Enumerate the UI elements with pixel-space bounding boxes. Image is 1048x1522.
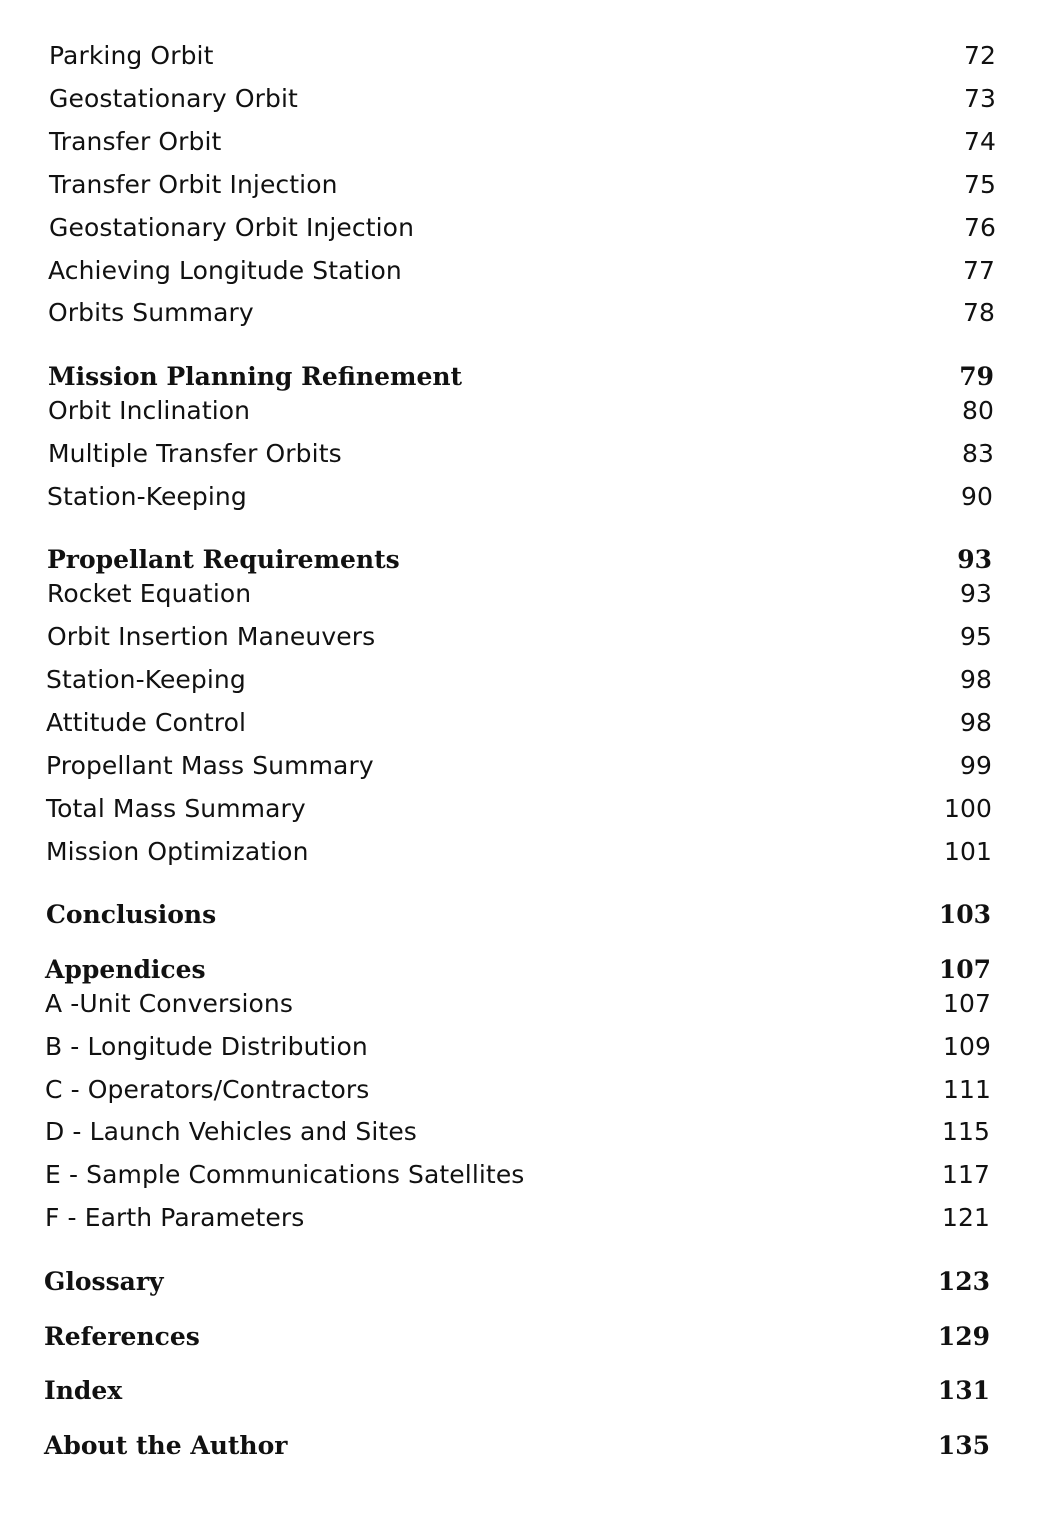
- toc-entry-title: Rocket Equation: [47, 579, 252, 608]
- toc-section-title: Conclusions: [46, 900, 217, 929]
- toc-entry[interactable]: [45, 1203, 990, 1233]
- toc-entry-page-number: 107: [942, 989, 991, 1018]
- toc-entry-title: Geostationary Orbit: [49, 84, 298, 113]
- toc-entry[interactable]: [49, 84, 996, 114]
- toc-entry-page-number: 109: [942, 1032, 991, 1061]
- toc-entry-page-number: 98: [959, 665, 992, 694]
- toc-section-title: About the Author: [44, 1431, 288, 1460]
- toc-entry-page-number: 77: [962, 256, 995, 285]
- toc-entry[interactable]: [45, 989, 991, 1019]
- toc-entry-page-number: 98: [959, 708, 992, 737]
- toc-entry-title: Mission Optimization: [46, 837, 309, 866]
- toc-entry-page-number: 101: [943, 837, 992, 866]
- toc-entry[interactable]: [47, 622, 992, 652]
- toc-section-page-number: 79: [959, 362, 994, 391]
- toc-section-page-number: 129: [937, 1322, 990, 1351]
- toc-section-heading[interactable]: [44, 1431, 990, 1461]
- toc-section-heading[interactable]: [44, 1376, 990, 1406]
- toc-entry-title: Transfer Orbit: [49, 127, 222, 156]
- toc-entry[interactable]: [48, 256, 995, 286]
- toc-entry-title: B - Longitude Distribution: [45, 1032, 368, 1061]
- toc-entry-title: D - Launch Vehicles and Sites: [45, 1117, 417, 1146]
- toc-entry-page-number: 72: [963, 41, 996, 70]
- toc-entry-title: F - Earth Parameters: [45, 1203, 305, 1232]
- toc-entry-page-number: 76: [963, 213, 996, 242]
- toc-entry-page-number: 90: [960, 482, 993, 511]
- toc-entry[interactable]: [48, 439, 994, 469]
- toc-entry-title: Station-Keeping: [47, 482, 247, 511]
- toc-section-page-number: 103: [938, 900, 991, 929]
- toc-section-heading[interactable]: [45, 955, 991, 985]
- toc-entry-page-number: 80: [961, 396, 994, 425]
- toc-entry-title: C - Operators/Contractors: [45, 1075, 370, 1104]
- toc-entry-title: Station-Keeping: [46, 665, 246, 694]
- toc-section-title: References: [44, 1322, 200, 1351]
- toc-entry-title: Total Mass Summary: [46, 794, 306, 823]
- toc-entry-page-number: 93: [959, 579, 992, 608]
- toc-entry[interactable]: [48, 396, 994, 426]
- toc-entry[interactable]: [46, 665, 992, 695]
- toc-entry-page-number: 115: [941, 1117, 990, 1146]
- toc-entry[interactable]: [45, 1032, 991, 1062]
- toc-entry-page-number: 100: [943, 794, 992, 823]
- toc-entry[interactable]: [46, 794, 992, 824]
- toc-entry-page-number: 74: [963, 127, 996, 156]
- toc-section-page-number: 131: [937, 1376, 990, 1405]
- toc-entry[interactable]: [46, 751, 992, 781]
- toc-entry[interactable]: [49, 213, 996, 243]
- toc-section-title: Mission Planning Refinement: [48, 362, 463, 391]
- toc-entry-title: A -Unit Conversions: [45, 989, 293, 1018]
- toc-section-page-number: 107: [938, 955, 991, 984]
- toc-section-title: Propellant Requirements: [47, 545, 400, 574]
- toc-section-heading[interactable]: [44, 1267, 990, 1297]
- toc-entry[interactable]: [45, 1160, 990, 1190]
- toc-section-page-number: 123: [937, 1267, 990, 1296]
- toc-entry-page-number: 95: [959, 622, 992, 651]
- toc-entry-page-number: 117: [941, 1160, 990, 1189]
- toc-entry[interactable]: [48, 298, 995, 328]
- toc-entry[interactable]: [49, 127, 996, 157]
- toc-entry-title: Transfer Orbit Injection: [49, 170, 338, 199]
- toc-entry-page-number: 83: [961, 439, 994, 468]
- toc-entry-page-number: 111: [942, 1075, 991, 1104]
- toc-entry-title: Orbit Insertion Maneuvers: [47, 622, 376, 651]
- toc-entry[interactable]: [45, 1075, 991, 1105]
- toc-entry[interactable]: [49, 170, 996, 200]
- toc-entry[interactable]: [46, 708, 992, 738]
- toc-entry-page-number: 121: [941, 1203, 990, 1232]
- toc-entry-title: Achieving Longitude Station: [48, 256, 402, 285]
- toc-entry-page-number: 73: [963, 84, 996, 113]
- toc-section-heading[interactable]: [47, 545, 992, 575]
- toc-section-title: Appendices: [45, 955, 206, 984]
- toc-entry[interactable]: [46, 837, 992, 867]
- toc-entry-title: E - Sample Communications Satellites: [45, 1160, 525, 1189]
- toc-entry-title: Attitude Control: [46, 708, 247, 737]
- toc-section-page-number: 93: [957, 545, 992, 574]
- toc-entry[interactable]: [47, 579, 992, 609]
- toc-entry-title: Orbit Inclination: [48, 396, 251, 425]
- toc-entry-page-number: 78: [962, 298, 995, 327]
- toc-entry-page-number: 99: [959, 751, 992, 780]
- toc-entry-title: Orbits Summary: [48, 298, 254, 327]
- toc-section-page-number: 135: [937, 1431, 990, 1460]
- toc-section-heading[interactable]: [46, 900, 991, 930]
- toc-entry-title: Propellant Mass Summary: [46, 751, 374, 780]
- toc-section-title: Index: [44, 1376, 123, 1405]
- toc-entry-title: Geostationary Orbit Injection: [49, 213, 415, 242]
- toc-entry-title: Multiple Transfer Orbits: [48, 439, 342, 468]
- toc-entry[interactable]: [47, 482, 993, 512]
- toc-section-heading[interactable]: [44, 1322, 990, 1352]
- toc-section-title: Glossary: [44, 1267, 164, 1296]
- toc-section-heading[interactable]: [48, 362, 994, 392]
- toc-entry[interactable]: [49, 41, 996, 71]
- toc-entry[interactable]: [45, 1117, 990, 1147]
- toc-entry-title: Parking Orbit: [49, 41, 214, 70]
- toc-entry-page-number: 75: [963, 170, 996, 199]
